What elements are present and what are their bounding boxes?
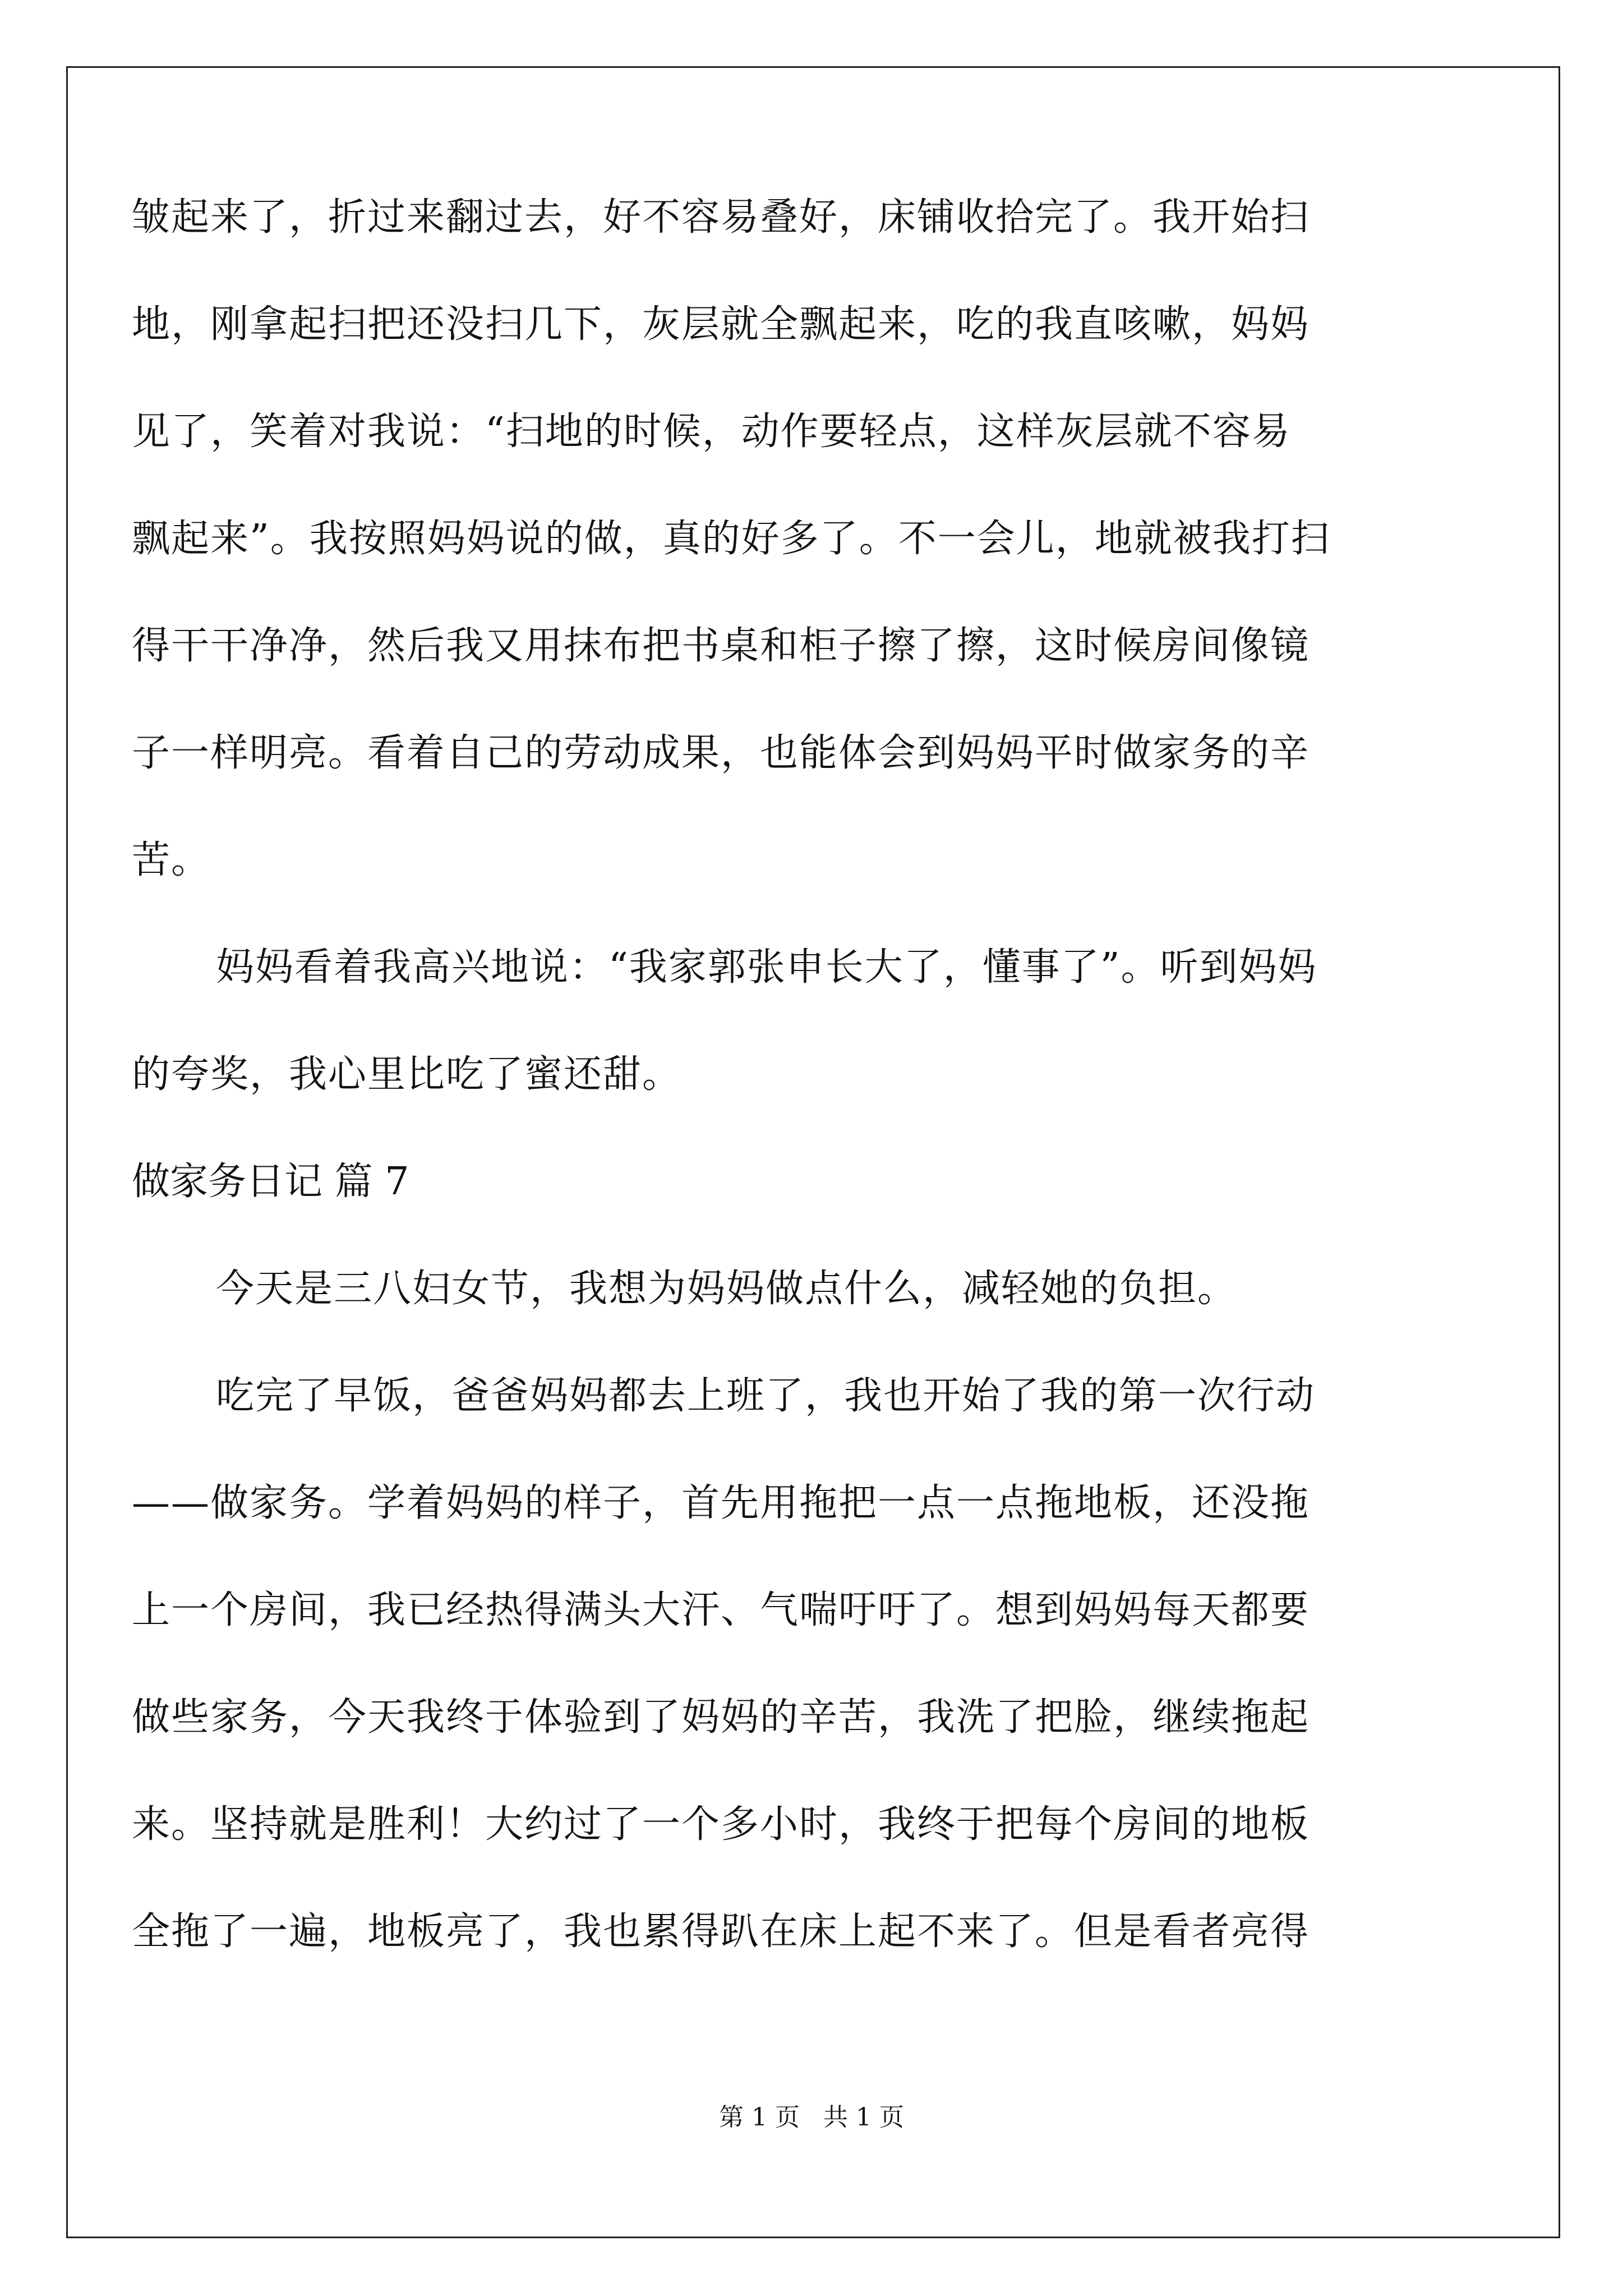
text-line: 子一样明亮。看着自己的劳动成果，也能体会到妈妈平时做家务的辛	[132, 731, 1310, 775]
text-line: 飘起来”。我按照妈妈说的做，真的好多了。不一会儿，地就被我打扫	[132, 517, 1330, 561]
paragraph-start-line: 妈妈看着我高兴地说：“我家郭张申长大了，懂事了”。听到妈妈	[216, 945, 1317, 990]
text-line: 全拖了一遍，地板亮了，我也累得趴在床上起不来了。但是看者亮得	[132, 1910, 1310, 1954]
text-line: ——做家务。学着妈妈的样子，首先用拖把一点一点拖地板，还没拖	[132, 1481, 1310, 1525]
paragraph-start-line: 今天是三八妇女节，我想为妈妈做点什么，减轻她的负担。	[216, 1267, 1237, 1311]
text-line: 做些家务，今天我终于体验到了妈妈的辛苦，我洗了把脸，继续拖起	[132, 1695, 1310, 1740]
text-line: 见了，笑着对我说：“扫地的时候，动作要轻点，这样灰层就不容易	[132, 409, 1291, 454]
text-line: 地，刚拿起扫把还没扫几下，灰层就全飘起来，吃的我直咳嗽，妈妈	[132, 302, 1310, 347]
paragraph-start-line: 吃完了早饭，爸爸妈妈都去上班了，我也开始了我的第一次行动	[216, 1374, 1316, 1418]
text-line: 得干干净净，然后我又用抹布把书桌和柜子擦了擦，这时候房间像镜	[132, 624, 1310, 668]
section-heading: 做家务日记 篇 7	[132, 1159, 409, 1204]
text-line: 上一个房间，我已经热得满头大汗、气喘吁吁了。想到妈妈每天都要	[132, 1588, 1310, 1632]
text-line: 的夸奖，我心里比吃了蜜还甜。	[132, 1052, 682, 1097]
text-line: 皱起来了，折过来翻过去，好不容易叠好，床铺收拾完了。我开始扫	[132, 195, 1310, 240]
text-line: 来。坚持就是胜利！大约过了一个多小时，我终于把每个房间的地板	[132, 1802, 1310, 1847]
text-line: 苦。	[132, 838, 211, 882]
page-footer: 第 1 页 共 1 页	[719, 2103, 904, 2132]
